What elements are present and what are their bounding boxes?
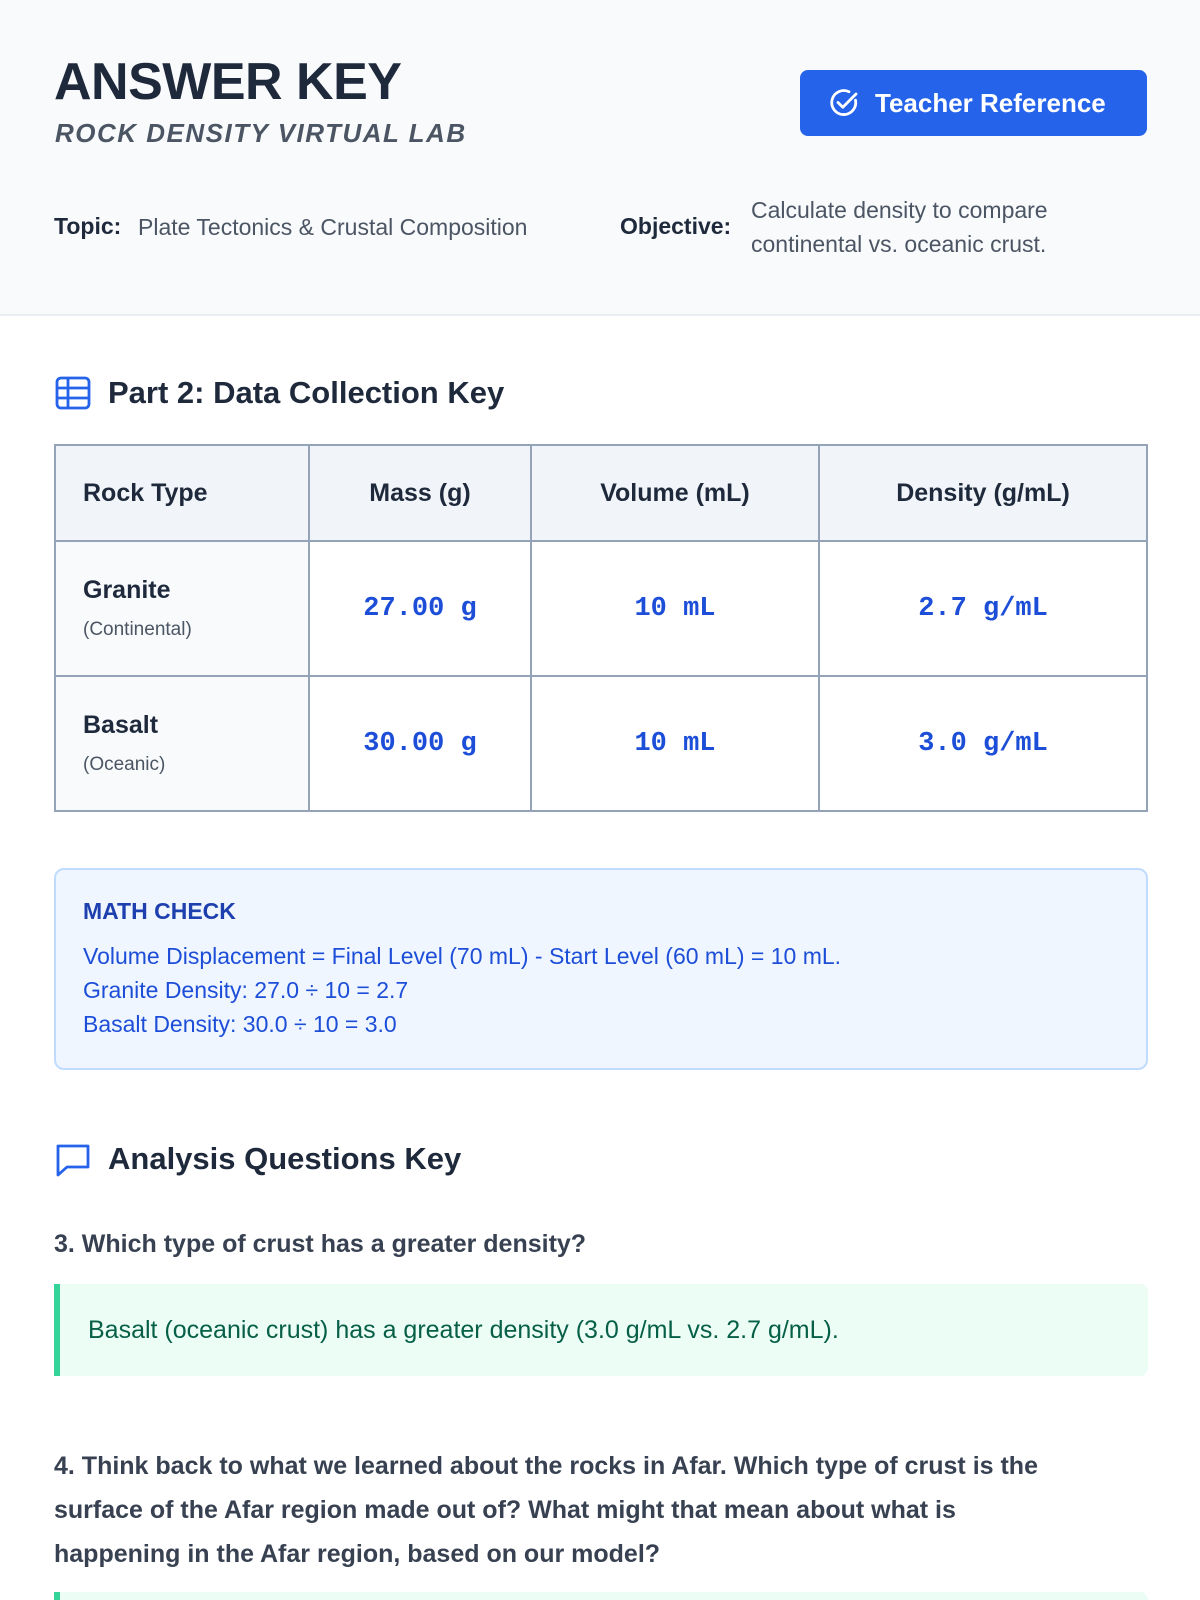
table-row	[55, 541, 1147, 676]
topic-label: Topic:	[54, 213, 122, 239]
data-collection-table	[54, 444, 1148, 812]
objective-value-line-1: Calculate density to compare	[751, 197, 1048, 223]
math-check-line: Granite Density: 27.0 ÷ 10 = 2.7	[83, 977, 409, 1003]
teacher-reference-label: Teacher Reference	[875, 87, 1106, 118]
check-circle-icon	[827, 86, 861, 120]
page-subtitle: ROCK DENSITY VIRTUAL LAB	[55, 118, 467, 148]
analysis-title: Analysis Questions Key	[108, 1141, 462, 1176]
question-4-line: 4. Think back to what we learned about the rocks in Afar. Which type of crust is the	[54, 1452, 1038, 1480]
part2-heading	[54, 374, 504, 412]
question-3: 3. Which type of crust has a greater density?	[54, 1230, 587, 1258]
question-4	[54, 1444, 1154, 1576]
rock-name: Basalt	[83, 711, 159, 739]
topic-value: Plate Tectonics & Crustal Composition	[138, 214, 528, 240]
math-check-title: MATH CHECK	[83, 898, 236, 924]
density-cell: 3.0 g/mL	[819, 676, 1147, 811]
math-check-line: Basalt Density: 30.0 ÷ 10 = 3.0	[83, 1011, 397, 1037]
math-check-box	[54, 868, 1148, 1070]
column-header-mass: Mass (g)	[309, 445, 531, 541]
question-4-line: happening in the Afar region, based on our model?	[54, 1540, 661, 1568]
density-cell: 2.7 g/mL	[819, 541, 1147, 676]
rock-name: Granite	[83, 576, 171, 604]
crust-type: (Continental)	[83, 619, 192, 640]
header	[0, 0, 1200, 316]
column-header-volume: Volume (mL)	[531, 445, 819, 541]
column-header-density: Density (g/mL)	[819, 445, 1147, 541]
teacher-reference-button[interactable]	[800, 70, 1147, 136]
question-4-line: surface of the Afar region made out of? What might that mean about what is	[54, 1496, 956, 1524]
rock-type-cell	[55, 676, 309, 811]
volume-cell: 10 mL	[531, 676, 819, 811]
table-icon	[54, 374, 92, 412]
mass-cell: 27.00 g	[309, 541, 531, 676]
objective-label: Objective:	[620, 213, 732, 239]
table-row	[55, 676, 1147, 811]
rock-type-cell	[55, 541, 309, 676]
answer-4-box	[54, 1592, 1148, 1600]
column-header-rock-type: Rock Type	[55, 445, 309, 541]
table-header-row	[55, 445, 1147, 541]
crust-type: (Oceanic)	[83, 754, 166, 775]
part2-title: Part 2: Data Collection Key	[108, 375, 505, 410]
mass-cell: 30.00 g	[309, 676, 531, 811]
chat-bubble-icon	[54, 1140, 92, 1178]
math-check-line: Volume Displacement = Final Level (70 mL) - Start Level (60 mL) = 10 mL.	[83, 943, 842, 969]
analysis-heading	[54, 1140, 461, 1178]
page-title: ANSWER KEY	[54, 53, 402, 111]
answer-3-box	[54, 1284, 1148, 1376]
volume-cell: 10 mL	[531, 541, 819, 676]
objective-value-line-2: continental vs. oceanic crust.	[751, 231, 1047, 257]
answer-3: Basalt (oceanic crust) has a greater density (3.0 g/mL vs. 2.7 g/mL).	[88, 1315, 839, 1344]
